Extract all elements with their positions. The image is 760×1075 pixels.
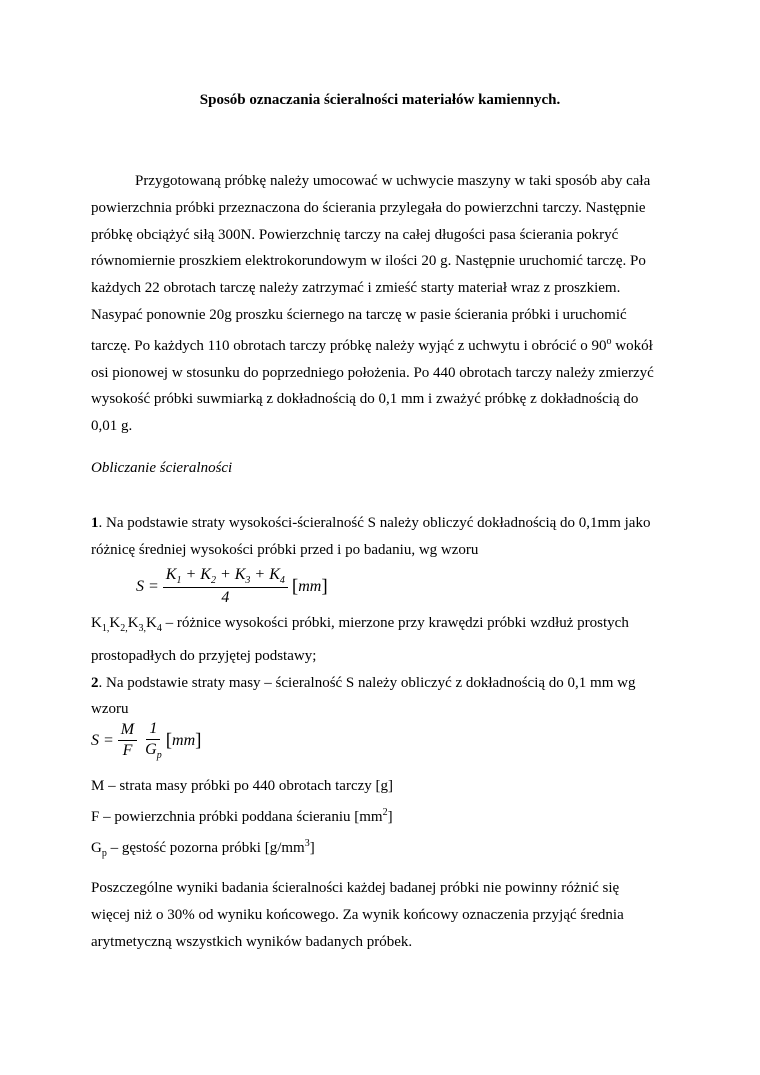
- intro-line: 0,01 g.: [91, 418, 133, 435]
- intro-line: osi pionowej w stosunku do poprzedniego położenia. Po 440 obrotach tarczy należy zmierzyć: [91, 364, 654, 381]
- section-heading: Obliczanie ścieralności: [91, 460, 233, 476]
- intro-line: Nasypać ponownie 20g proszku ściernego na tarczę w pasie ścierania próbki i uruchomić: [91, 306, 627, 323]
- intro-paragraph: [91, 168, 676, 440]
- definition-f: F – powierzchnia próbki poddana ścieraniu $[mm^2]$: [91, 806, 393, 825]
- page-title: Sposób oznaczania ścieralności materiałów kamiennych.: [199, 92, 561, 108]
- intro-line: Przygotowaną próbkę należy umocować w uchwycie maszyny w taki sposób aby cała: [135, 173, 651, 189]
- item-number: 2: [91, 674, 99, 691]
- definition-m: M – strata masy próbki po 440 obrotach tarczy [g]: [91, 778, 393, 794]
- intro-line: tarczę. Po każdych 110 obrotach tarczy próbkę należy wyjąć z uchwytu i obrócić o 90$^o$ wokół: [91, 335, 653, 354]
- intro-line: wysokość próbki suwmiarką z dokładnością do 0,1 mm i zważyć próbkę z dokładnością do: [91, 391, 639, 408]
- k-description: $K_{1,}K_{2,}K_{3,}K_4$ – różnice wysokości próbki, mierzone przy krawędzi próbki wzdłuż prostych prostopadłych do przyjętej podstawy; 2. Na podstawie straty masy – ścieralność S należy obliczyć z dokładnością do 0,1 mm wg wzoru: [91, 610, 681, 723]
- item-1-paragraph: 1. Na podstawie straty wysokości-ścieralność S należy obliczyć dokładnością do 0,1mm jako różnicę średniej wysokości próbki przed i po badaniu, wg wzoru: [91, 515, 651, 558]
- intro-line: próbkę obciążyć siłą 300N. Powierzchnię tarczy na całej długości pasa ścierania pokryć: [91, 226, 619, 243]
- degree-superscript: o: [606, 335, 612, 347]
- item-number: 1: [91, 515, 99, 531]
- formula-mass-loss: S = $\frac{M}{F}$ $\frac{1}{G_p}$ [ mm ]: [91, 720, 202, 762]
- definitions-list: [91, 773, 681, 867]
- definition-g: $G_p$ – gęstość pozorna próbki $[g/mm^3]$: [91, 837, 315, 859]
- formula-fraction: $\frac{K_1 + K_2 + K_3 + K_4}{4}$: [163, 566, 288, 607]
- intro-line: równomiernie proszkiem elektrokorundowym w ilości 20 g. Następnie uruchomić tarczę. Po: [91, 253, 646, 270]
- formula-unit: mm: [172, 731, 196, 749]
- intro-line: powierzchnia próbki przeznaczona do ścierania przylegała do powierzchni tarczy. Następnie: [91, 199, 646, 216]
- conclusion-paragraph: Poszczególne wyniki badania ścieralności każdej badanej próbki nie powinny różnić się więcej niż o 30% od wyniku końcowego. Za wynik końcowy oznaczenia przyjąć średnia arytmetyczną wszystkich wyników badanych próbek.: [91, 880, 624, 950]
- formula-unit: mm: [298, 577, 322, 595]
- intro-line: każdych 22 obrotach tarczę należy zatrzymać i zmieść starty materiał wraz z proszkiem.: [91, 280, 621, 297]
- formula-height-loss: S = $\frac{K_1 + K_2 + K_3 + K_4}{4}$ [ mm ]: [136, 566, 328, 607]
- item-2-paragraph: 2. Na podstawie straty masy – ścieralność S należy obliczyć z dokładnością do 0,1 mm wg: [91, 674, 636, 691]
